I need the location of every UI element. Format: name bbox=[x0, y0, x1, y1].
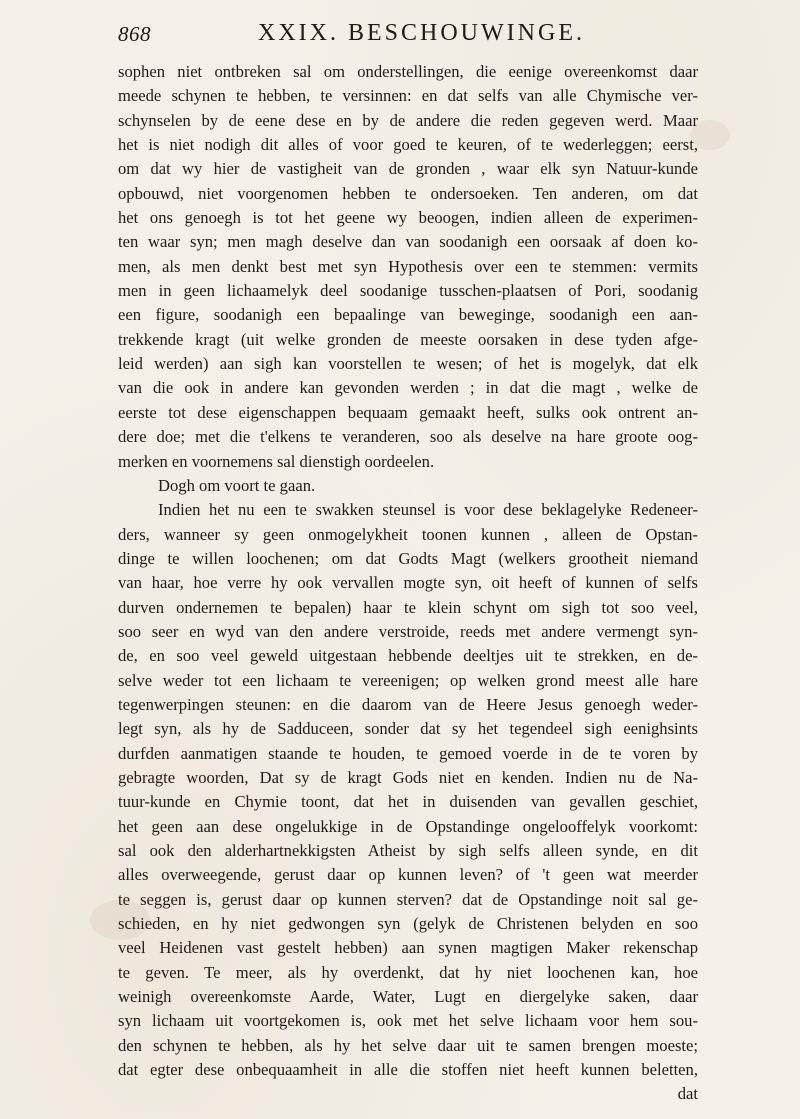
text-line: alles overweegende, gerust daar op kunnen leven? of 't geen wat meerder bbox=[118, 865, 698, 885]
text-line: veel Heidenen vast gestelt hebben) aan synen magtigen Maker rekenschap bbox=[118, 938, 698, 958]
paper-stain bbox=[90, 900, 150, 940]
text-line: merken en voornemens sal dienstigh oordeelen. bbox=[118, 451, 435, 471]
text-line: het geen aan dese ongelukkige in de Opstandinge ongelooffelyk voorkomt: bbox=[118, 816, 698, 836]
text-line: ten waar syn; men magh deselve dan van soodanigh een oorsaak af doen ko- bbox=[118, 232, 698, 252]
text-line: schynselen by de eene dese en by de andere die reden gegeven werd. Maar bbox=[118, 110, 698, 130]
text-line: legt syn, als hy de Sadduceen, sonder dat sy het tegendeel sigh eenighsints bbox=[118, 719, 698, 739]
text-line: den schynen te hebben, als hy het selve daar uit te samen brengen moeste; bbox=[118, 1035, 698, 1055]
text-line: durven ondernemen te bepalen) haar te klein schynt om sigh tot soo veel, bbox=[118, 597, 698, 617]
text-line: men, als men denkt best met syn Hypothesis over een te stemmen: vermits bbox=[118, 256, 698, 276]
text-line: dat egter dese onbequaamheit in alle die stoffen niet heeft kunnen beletten, bbox=[118, 1060, 698, 1080]
text-line: sophen niet ontbreken sal om onderstellingen, die eenige overeenkomst daar bbox=[118, 62, 698, 81]
text-line: leid werden) aan sigh kan voorstellen te wesen; of het is mogelyk, dat elk bbox=[118, 354, 698, 374]
text-line: dere doe; met die t'elkens te veranderen, soo als deselve na hare groote oog- bbox=[118, 427, 698, 447]
text-line: durfden aanmatigen staande te houden, te gemoed voerde in de te voren by bbox=[118, 743, 698, 763]
text-line: van haar, hoe verre hy ook vervallen mogte syn, oit heeft of kunnen of selfs bbox=[118, 573, 698, 593]
text-line: syn lichaam uit voortgekomen is, ook met het selve lichaam voor hem sou- bbox=[118, 1011, 698, 1031]
text-line: ders, wanneer sy geen onmogelykheit toonen kunnen , alleen de Opstan- bbox=[118, 524, 698, 544]
running-title: XXIX. BESCHOUWINGE. bbox=[258, 20, 585, 46]
text-line: het is niet nodigh dit alles of voor goed te keuren, of te wederleggen; eerst, bbox=[118, 135, 698, 155]
paper-stain bbox=[690, 120, 730, 150]
page-number: 868 bbox=[118, 22, 151, 46]
catchword: dat bbox=[677, 1084, 698, 1104]
page-header bbox=[0, 20, 800, 54]
text-line: Indien het nu een te swakken steunsel is voor dese beklagelyke Redeneer- bbox=[158, 500, 698, 520]
body-text bbox=[118, 60, 698, 1107]
text-line: meede schynen te hebben, te versinnen: en dat selfs van alle Chymische ver- bbox=[118, 86, 698, 106]
text-line: om dat wy hier de vastigheit van de gronden , waar elk syn Natuur-kunde bbox=[118, 159, 698, 179]
text-line: Dogh om voort te gaan. bbox=[158, 475, 316, 495]
text-line: te seggen is, gerust daar op kunnen sterven? dat de Opstandinge noit sal ge- bbox=[118, 889, 698, 909]
text-line: selve weder tot een lichaam te vereenigen; op welken grond meest alle hare bbox=[118, 670, 698, 690]
text-line: weinigh overeenkomste Aarde, Water, Lugt en diergelyke saken, daar bbox=[118, 987, 698, 1007]
text-line: dinge te willen loochenen; om dat Godts Magt (welkers grootheit niemand bbox=[118, 548, 698, 568]
text-line: trekkende kragt (uit welke gronden de meeste oorsaken in dese tyden afge- bbox=[118, 329, 698, 349]
text-line: gebragte woorden, Dat sy de kragt Gods niet en kenden. Indien nu de Na- bbox=[118, 767, 698, 787]
text-line: eerste tot dese eigenschappen bequaam gemaakt heeft, sulks ook ontrent an- bbox=[118, 402, 698, 422]
text-line: het ons genoegh is tot het geene wy beoogen, indien alleen de experimen- bbox=[118, 208, 698, 228]
text-line: een figure, soodanigh een bepaalinge van beweginge, soodanigh een aan- bbox=[118, 305, 698, 325]
text-line: de, en soo veel geweld uitgestaan hebbende deeltjes uit te strekken, en de- bbox=[118, 646, 698, 666]
text-line: van die ook in andere kan gevonden werden ; in dat die magt , welke de bbox=[118, 378, 698, 398]
text-line: schieden, en hy niet gedwongen syn (gelyk de Christenen belyden en soo bbox=[118, 914, 698, 934]
text-line: men in geen lichaamelyk deel soodanige tusschen-plaatsen of Pori, soodanig bbox=[118, 281, 698, 301]
text-line: sal ook den alderhartnekkigsten Atheist by sigh selfs alleen synde, en dit bbox=[118, 841, 698, 860]
text-line: tegenwerpingen steunen: en die daarom van de Heere Jesus genoegh weder- bbox=[118, 694, 698, 714]
text-line: tuur-kunde en Chymie toont, dat het in duisenden van gevallen geschiet, bbox=[118, 792, 698, 812]
text-line: opbouwd, niet voorgenomen hebben te ondersoeken. Ten anderen, om dat bbox=[118, 183, 698, 203]
text-line: te geven. Te meer, als hy overdenkt, dat hy niet loochenen kan, hoe bbox=[118, 962, 698, 982]
text-line: soo seer en wyd van den andere verstroide, reeds met andere vermengt syn- bbox=[118, 621, 698, 641]
